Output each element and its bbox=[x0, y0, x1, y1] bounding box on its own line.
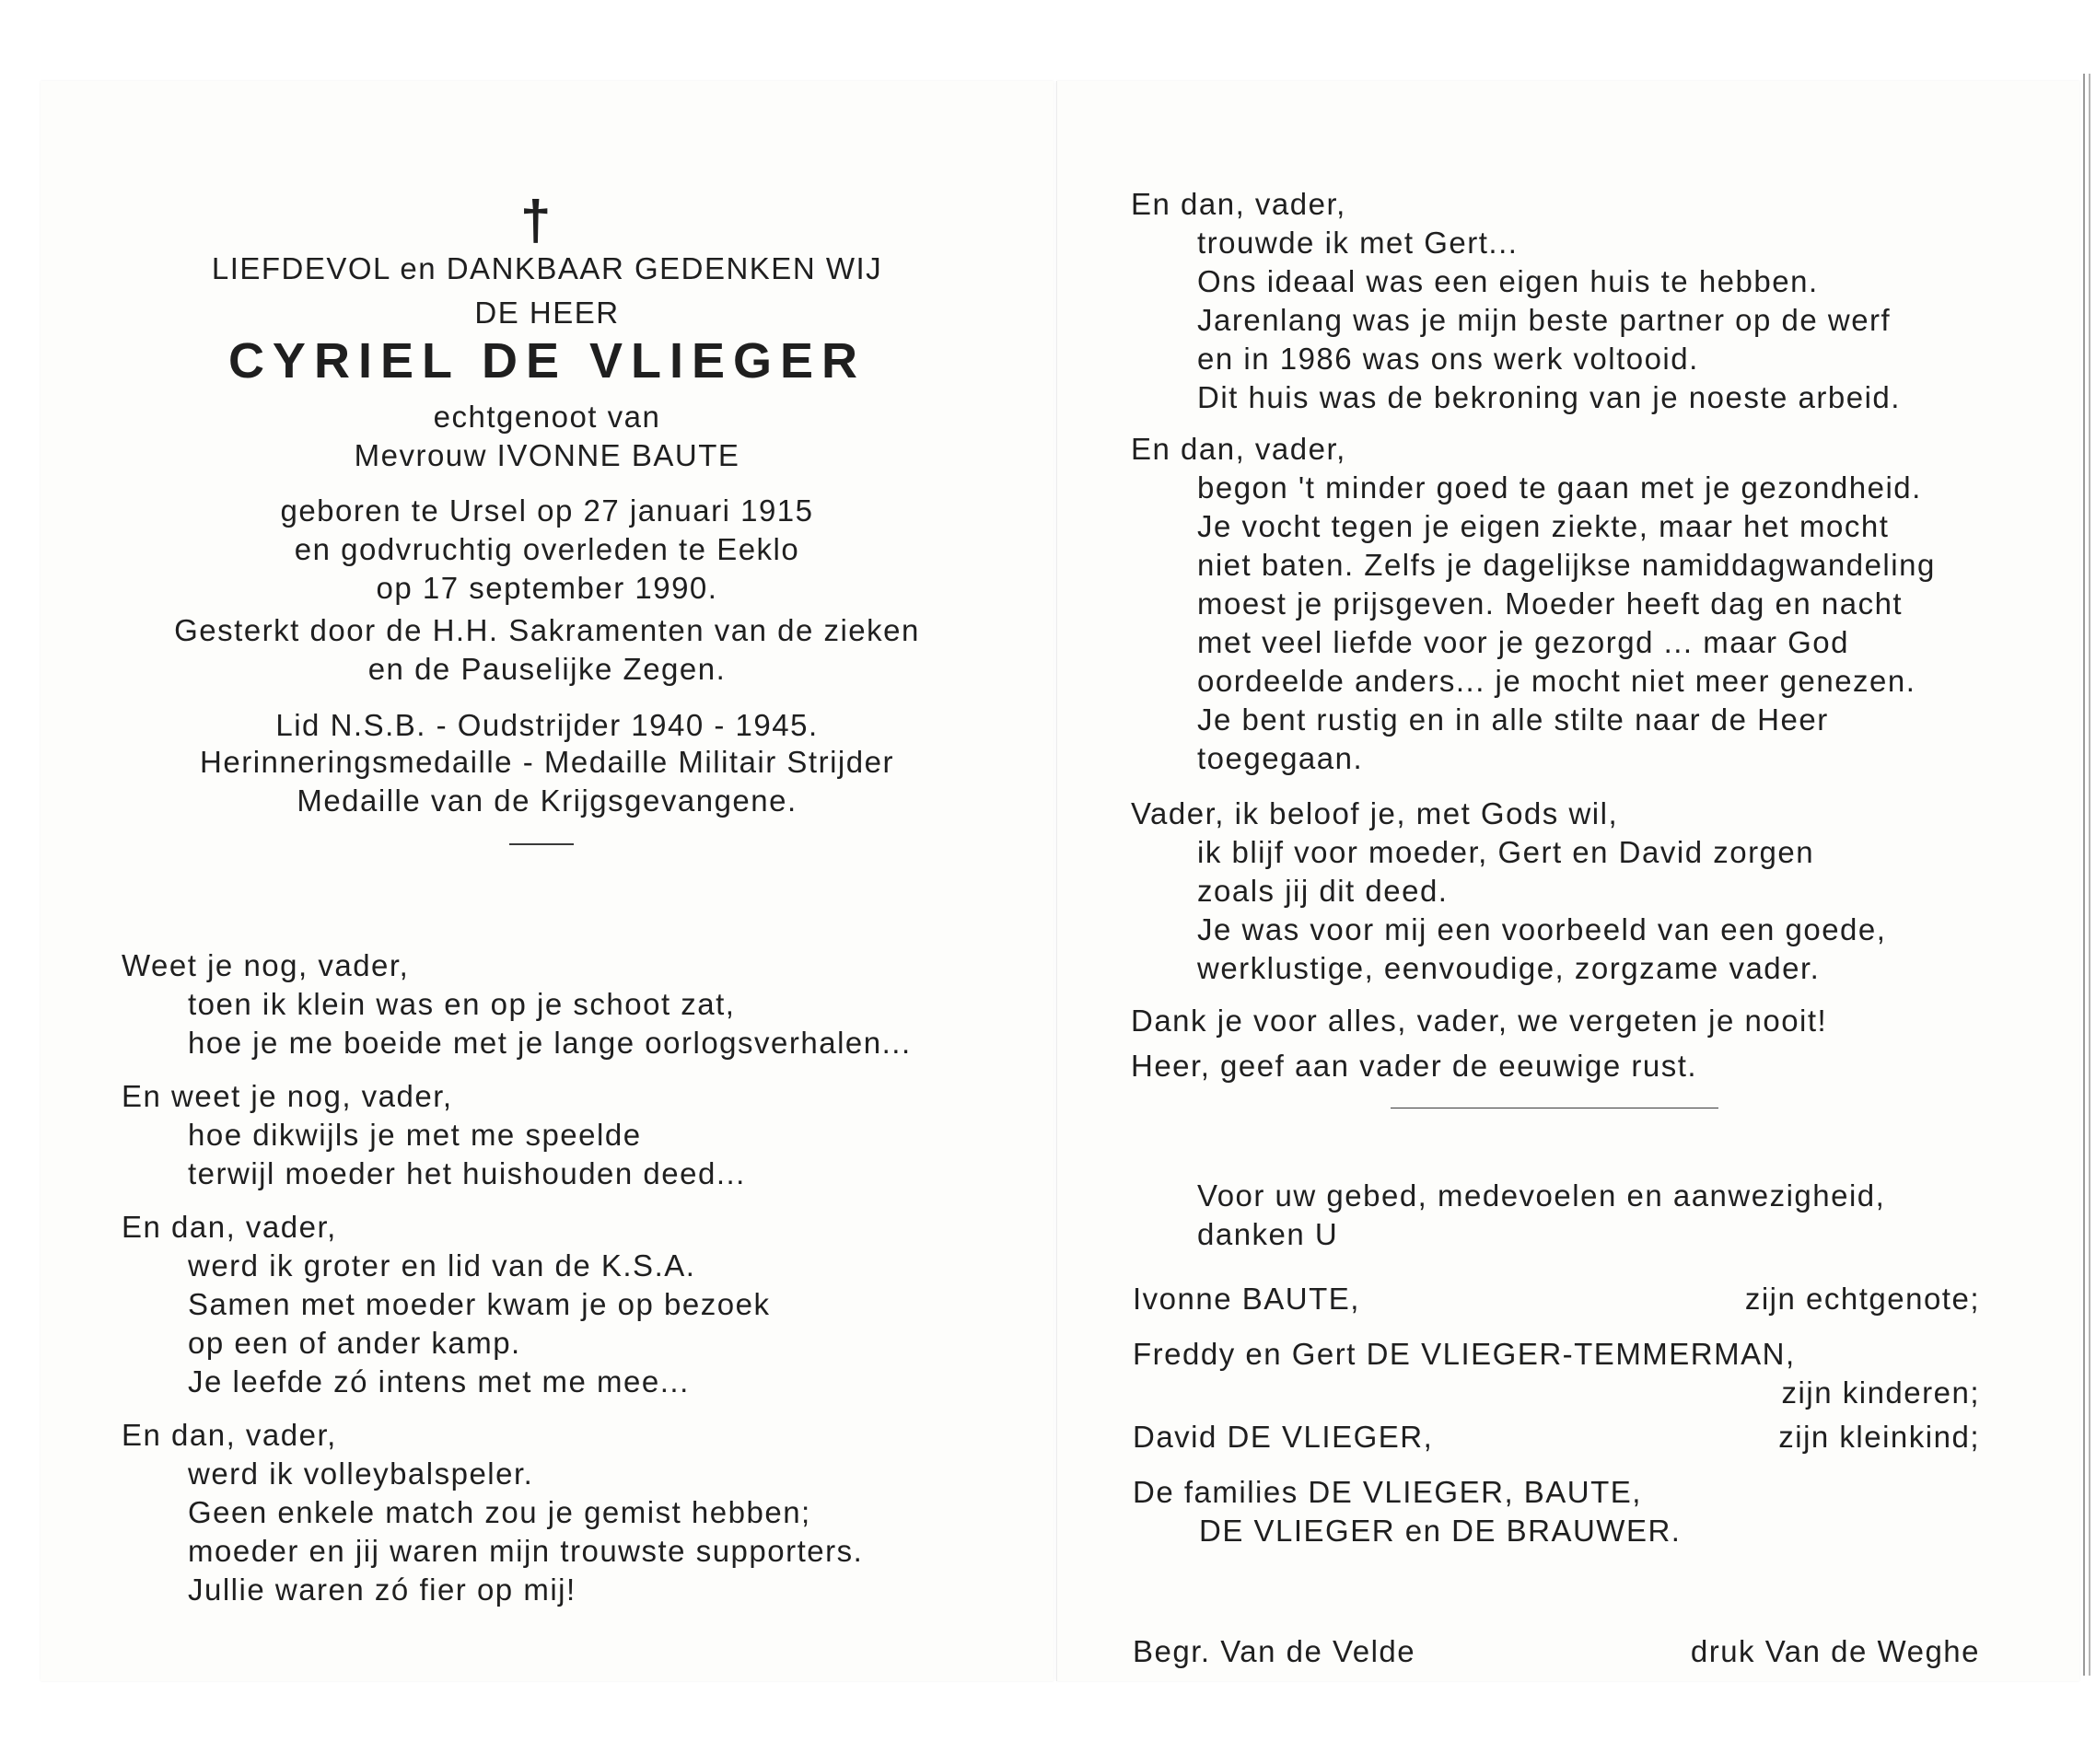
spouse-line: Mevrouw IVONNE BAUTE bbox=[354, 438, 740, 472]
thanks-line: danken U bbox=[1197, 1217, 1339, 1251]
sacraments-line: Gesterkt door de H.H. Sakramenten van de zieken bbox=[174, 613, 920, 647]
sacraments-line: en de Pauselijke Zegen. bbox=[367, 652, 727, 686]
poem-line: Ons ideaal was een eigen huis te hebben. bbox=[1197, 264, 1819, 298]
poem-line: oordeelde anders... je mocht niet meer genezen. bbox=[1197, 664, 1916, 698]
poem-line: toen ik klein was en op je schoot zat, bbox=[188, 987, 736, 1021]
poem-line: Je bent rustig en in alle stilte naar de Heer bbox=[1197, 702, 1829, 737]
header-line: LIEFDEVOL en DANKBAAR GEDENKEN WIJ bbox=[211, 251, 883, 285]
families-line: De families DE VLIEGER, BAUTE, bbox=[1133, 1475, 1642, 1509]
poem-line: en in 1986 was ons werk voltooid. bbox=[1197, 342, 1699, 376]
poem-line: moeder en jij waren mijn trouwste supporters. bbox=[188, 1534, 864, 1568]
poem-line: Jullie waren zó fier op mij! bbox=[188, 1573, 576, 1607]
poem-line: toegegaan. bbox=[1197, 741, 1364, 775]
poem-line: Heer, geef aan vader de eeuwige rust. bbox=[1131, 1049, 1698, 1083]
birth-death-line: en godvruchtig overleden te Eeklo bbox=[294, 532, 800, 566]
poem-line: zoals jij dit deed. bbox=[1197, 874, 1449, 908]
birth-death-line: geboren te Ursel op 27 januari 1915 bbox=[280, 493, 814, 528]
families-line: DE VLIEGER en DE BRAUWER. bbox=[1199, 1514, 1682, 1548]
poem-line: Vader, ik beloof je, met Gods wil, bbox=[1131, 796, 1619, 830]
poem-line: hoe dikwijls je met me speelde bbox=[188, 1118, 642, 1152]
honours-line: Medaille van de Krijgsgevangene. bbox=[297, 783, 798, 818]
poem-line: moest je prijsgeven. Moeder heeft dag en nacht bbox=[1197, 586, 1904, 621]
poem-line: begon 't minder goed te gaan met je gezondheid. bbox=[1197, 470, 1922, 505]
honours-line: Lid N.S.B. - Oudstrijder 1940 - 1945. bbox=[275, 708, 819, 742]
honours-line: Herinneringsmedaille - Medaille Militair Strijder bbox=[200, 745, 894, 779]
poem-line: op een of ander kamp. bbox=[188, 1326, 521, 1360]
poem-line: ik blijf voor moeder, Gert en David zorgen bbox=[1197, 835, 1815, 869]
family-name: Ivonne BAUTE, bbox=[1133, 1282, 1360, 1316]
poem-line: Je leefde zó intens met me mee... bbox=[188, 1364, 690, 1398]
thanks-line: Voor uw gebed, medevoelen en aanwezigheid, bbox=[1197, 1178, 1886, 1213]
poem-line: Weet je nog, vader, bbox=[122, 948, 410, 982]
family-name: David DE VLIEGER, bbox=[1133, 1420, 1434, 1454]
poem-line: Jarenlang was je mijn beste partner op de werf bbox=[1197, 303, 1892, 337]
poem-line: En dan, vader, bbox=[1131, 432, 1346, 466]
divider bbox=[509, 843, 574, 845]
poem-line: En dan, vader, bbox=[122, 1210, 337, 1244]
printer: druk Van de Weghe bbox=[1690, 1634, 1980, 1668]
poem-line: terwijl moeder het huishouden deed... bbox=[188, 1156, 746, 1190]
spouse-line: echtgenoot van bbox=[433, 400, 661, 434]
birth-death-line: op 17 september 1990. bbox=[376, 571, 718, 605]
poem-line: trouwde ik met Gert... bbox=[1197, 226, 1519, 260]
header-line: DE HEER bbox=[474, 296, 620, 330]
poem-line: met veel liefde voor je gezorgd ... maar God bbox=[1197, 625, 1849, 659]
poem-line: Je vocht tegen je eigen ziekte, maar het mocht bbox=[1197, 509, 1890, 543]
funeral-director: Begr. Van de Velde bbox=[1133, 1634, 1416, 1668]
poem-line: En weet je nog, vader, bbox=[122, 1079, 453, 1113]
poem-line: Je was voor mij een voorbeeld van een goede, bbox=[1197, 912, 1887, 946]
poem-line: werklustige, eenvoudige, zorgzame vader. bbox=[1197, 951, 1821, 985]
deceased-name: CYRIEL DE VLIEGER bbox=[227, 333, 867, 389]
cross-icon: † bbox=[520, 190, 552, 251]
poem-line: Geen enkele match zou je gemist hebben; bbox=[188, 1495, 811, 1529]
family-role: zijn kinderen; bbox=[1781, 1375, 1980, 1410]
poem-line: Dank je voor alles, vader, we vergeten je nooit! bbox=[1131, 1004, 1828, 1038]
poem-line: En dan, vader, bbox=[1131, 187, 1346, 221]
poem-line: En dan, vader, bbox=[122, 1418, 337, 1452]
family-role: zijn echtgenote; bbox=[1744, 1282, 1980, 1316]
family-role: zijn kleinkind; bbox=[1778, 1420, 1980, 1454]
poem-line: werd ik groter en lid van de K.S.A. bbox=[188, 1248, 696, 1282]
poem-line: Dit huis was de bekroning van je noeste arbeid. bbox=[1197, 380, 1901, 414]
poem-line: niet baten. Zelfs je dagelijkse namiddagwandeling bbox=[1197, 548, 1936, 582]
poem-line: werd ik volleybalspeler. bbox=[188, 1456, 534, 1491]
family-name: Freddy en Gert DE VLIEGER-TEMMERMAN, bbox=[1133, 1337, 1796, 1371]
card-edge bbox=[2083, 74, 2085, 1676]
poem-line: Samen met moeder kwam je op bezoek bbox=[188, 1287, 771, 1321]
card-edge bbox=[2089, 74, 2090, 1676]
poem-line: hoe je me boeide met je lange oorlogsverhalen... bbox=[188, 1026, 912, 1060]
